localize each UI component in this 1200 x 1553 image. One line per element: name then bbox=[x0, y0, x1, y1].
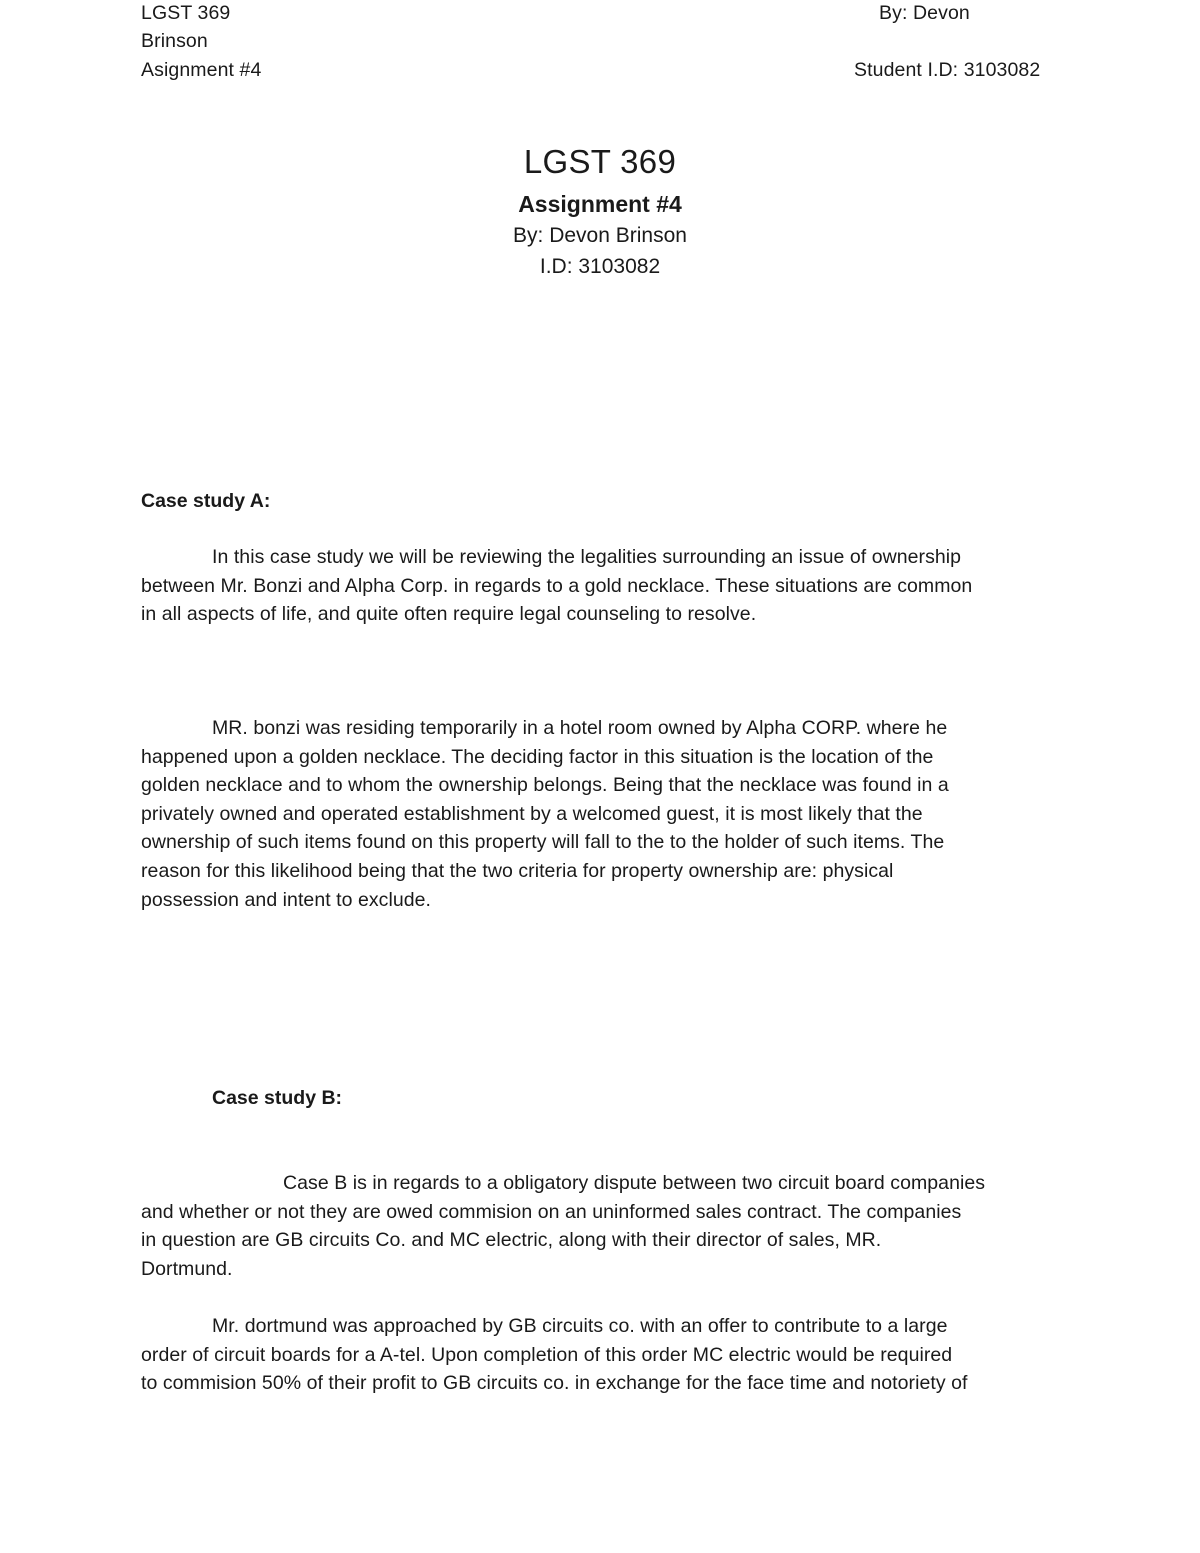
text-line: In this case study we will be reviewing the legalities surrounding an issue of ownership bbox=[212, 546, 962, 568]
case-b-paragraph-2 bbox=[141, 1312, 1061, 1398]
case-b-heading: Case study B: bbox=[212, 1087, 343, 1109]
header-surname: Brinson bbox=[141, 30, 208, 52]
case-a-paragraph-2 bbox=[141, 714, 1061, 914]
text-line: happened upon a golden necklace. The deciding factor in this situation is the location of the bbox=[141, 745, 934, 768]
title-block bbox=[0, 140, 1200, 282]
text-line: Case B is in regards to a obligatory dispute between two circuit board companies bbox=[283, 1172, 986, 1194]
header-assignment: Asignment #4 bbox=[141, 59, 262, 81]
text-line: ownership of such items found on this property will fall to the to the holder of such items. The bbox=[141, 831, 945, 854]
text-line: golden necklace and to whom the ownership belongs. Being that the necklace was found in a bbox=[141, 774, 949, 797]
text-line: order of circuit boards for a A-tel. Upon completion of this order MC electric would be required bbox=[141, 1343, 953, 1366]
text-line: reason for this likelihood being that the two criteria for property ownership are: physical bbox=[141, 859, 894, 882]
header-by: By: Devon bbox=[879, 2, 970, 24]
title-id: I.D: 3103082 bbox=[539, 255, 661, 278]
text-line: to commision 50% of their profit to GB circuits co. in exchange for the face time and notoriety of bbox=[141, 1372, 968, 1395]
text-line: MR. bonzi was residing temporarily in a hotel room owned by Alpha CORP. where he bbox=[212, 717, 948, 739]
title-course: LGST 369 bbox=[523, 143, 677, 180]
text-line: possession and intent to exclude. bbox=[141, 888, 432, 911]
text-line: privately owned and operated establishment by a welcomed guest, it is most likely that the bbox=[141, 802, 923, 825]
text-line: in question are GB circuits Co. and MC electric, along with their director of sales, MR. bbox=[141, 1229, 882, 1252]
title-assignment: Assignment #4 bbox=[518, 191, 682, 217]
text-line: between Mr. Bonzi and Alpha Corp. in regards to a gold necklace. These situations are common bbox=[141, 574, 973, 597]
header-student-id: Student I.D: 3103082 bbox=[854, 59, 1041, 81]
case-b-paragraph-1 bbox=[141, 1169, 1061, 1283]
text-line: in all aspects of life, and quite often require legal counseling to resolve. bbox=[141, 603, 757, 626]
text-line: and whether or not they are owed commision on an uninformed sales contract. The companies bbox=[141, 1200, 962, 1223]
text-line: Dortmund. bbox=[141, 1257, 233, 1280]
text-line: Mr. dortmund was approached by GB circuits co. with an offer to contribute to a large bbox=[212, 1315, 948, 1337]
case-a-heading: Case study A: bbox=[141, 490, 271, 512]
case-a-paragraph-1 bbox=[141, 543, 1061, 629]
header-course: LGST 369 bbox=[141, 2, 231, 24]
title-author: By: Devon Brinson bbox=[513, 224, 687, 247]
